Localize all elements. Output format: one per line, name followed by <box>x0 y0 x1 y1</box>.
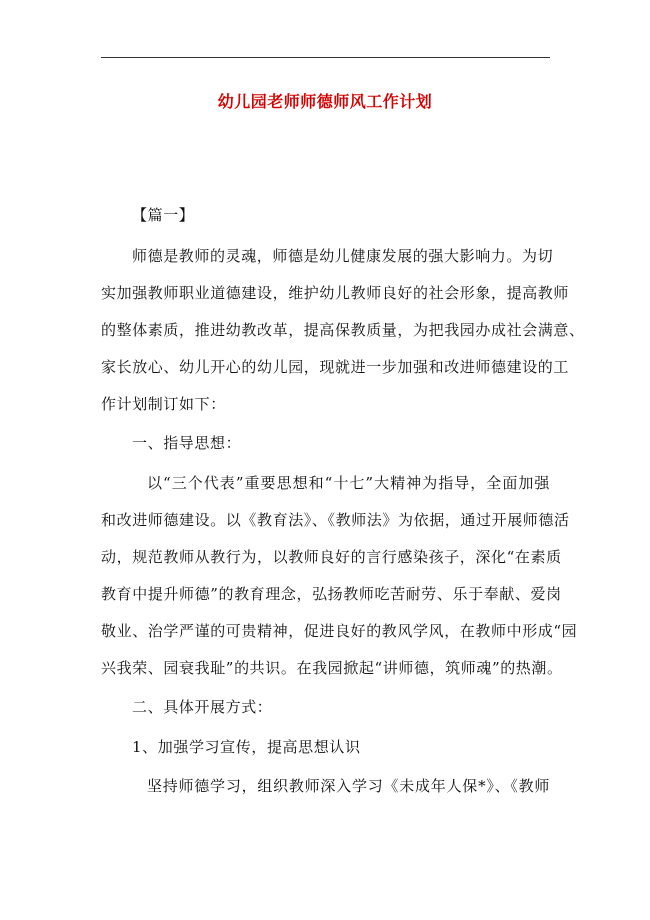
paragraph-line: 兴我荣、园衰我耻”的共识。在我园掀起“讲师德，筑师魂”的热潮。 <box>101 659 563 677</box>
paragraph-line: 和改进师德建设。以《教育法》、《教师法》为依据，通过开展师德活 <box>101 511 570 529</box>
paragraph-line: 实加强教师职业道德建设，维护幼儿教师良好的社会形象，提高教师 <box>101 284 570 302</box>
paragraph-line: 坚持师德学习，组织教师深入学习《未成年人保*》、《教师 <box>147 777 550 795</box>
paragraph-line: 的整体素质，推进幼教改革，提高保教质量，为把我园办成社会满意、 <box>101 321 585 339</box>
header-rule <box>101 57 550 58</box>
paragraph-line: 动，规范教师从教行为，以教师良好的言行感染孩子，深化“在素质 <box>101 548 562 566</box>
paragraph-line: 师德是教师的灵魂，师德是幼儿健康发展的强大影响力。为切 <box>132 247 554 265</box>
paragraph-line: 教育中提升师德”的教育理念，弘扬教师吃苦耐劳、乐于奉献、爱岗 <box>101 585 562 603</box>
section-label: 【篇一】 <box>132 206 195 224</box>
document-title: 幼儿园老师师德师风工作计划 <box>217 92 433 111</box>
paragraph-line: 家长放心、幼儿开心的幼儿园，现就进一步加强和改进师德建设的工 <box>101 358 570 376</box>
paragraph-line: 以“三个代表”重要思想和“十七”大精神为指导，全面加强 <box>147 474 550 492</box>
paragraph-line: 敬业、治学严谨的可贵精神，促进良好的教风学风，在教师中形成“园 <box>101 622 578 640</box>
paragraph-line: 作计划制订如下： <box>101 395 226 413</box>
subheading-study-promotion: 1、加强学习宣传，提高思想认识 <box>132 738 361 756</box>
heading-guiding-ideology: 一、指导思想： <box>132 434 242 452</box>
heading-methods: 二、具体开展方式： <box>132 698 273 716</box>
